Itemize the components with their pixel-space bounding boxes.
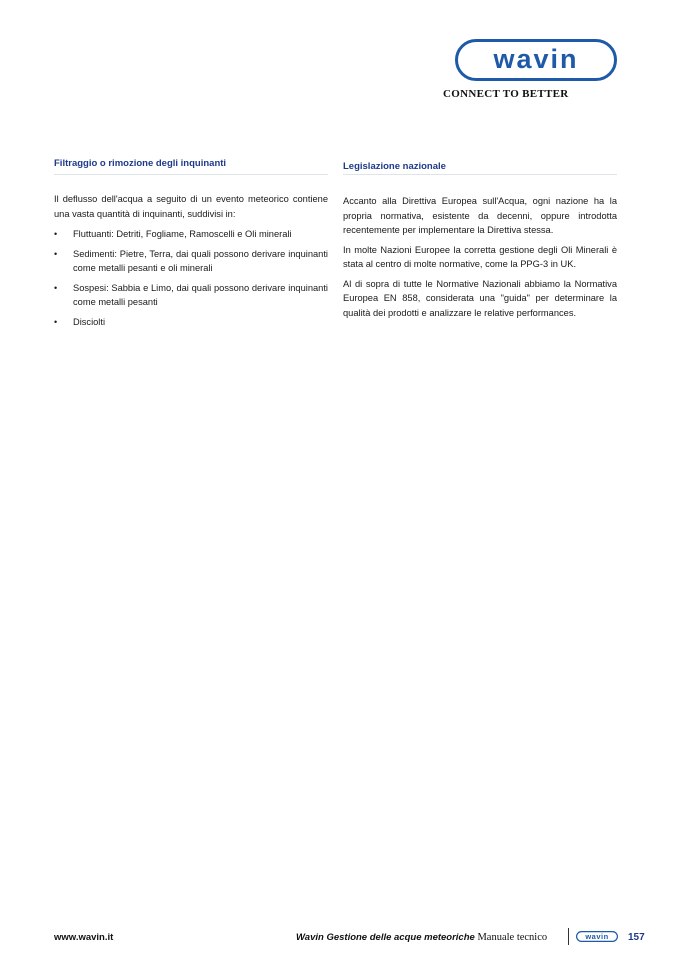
paragraph: In molte Nazioni Europee la corretta gestione degli Oli Minerali è stata al centro di molte normative, come la PPG-3 in UK.	[343, 244, 617, 269]
section-heading-legislation: Legislazione nazionale	[343, 161, 446, 172]
svg-text:wavin: wavin	[493, 44, 579, 74]
footer-divider	[568, 928, 569, 945]
footer-title	[296, 932, 547, 943]
list-item: • Sedimenti: Pietre, Terra, dai quali possono derivare inquinanti come metalli pesanti e oli minerali	[54, 247, 328, 276]
page-number: 157	[628, 932, 645, 943]
paragraph: Accanto alla Direttiva Europea sull'Acqua, ogni nazione ha la propria normativa, esistente da decenni, oppure introdotta recentemente per implementare la Direttiva stessa.	[343, 196, 617, 235]
pollutant-list	[54, 227, 328, 329]
footer-title-sub: Manuale tecnico	[477, 932, 548, 943]
heading-divider	[343, 174, 617, 175]
tagline: CONNECT TO BETTER	[443, 88, 569, 100]
svg-text:wavin: wavin	[585, 932, 609, 941]
list-item: • Sospesi: Sabbia e Limo, dai quali possono derivare inquinanti come metalli pesanti	[54, 281, 328, 310]
footer-wavin-logo	[576, 931, 618, 942]
footer-url[interactable]: www.wavin.it	[54, 932, 114, 943]
list-item: • Disciolti	[54, 315, 328, 330]
paragraph: Al di sopra di tutte le Normative Nazionali abbiamo la Normativa Europea EN 858, considerata una "guida" per determinare la qualità dei prodotti e analizzare le relative performances.	[343, 278, 617, 318]
heading-divider	[54, 174, 328, 175]
wavin-logo	[455, 39, 617, 81]
list-item: • Fluttuanti: Detriti, Fogliame, Ramoscelli e Oli minerali	[54, 227, 328, 242]
intro-paragraph: Il deflusso dell'acqua a seguito di un evento meteorico contiene una vasta quantità di inquinanti, suddivisi in:	[54, 194, 328, 219]
footer-title-main: Wavin Gestione delle acque meteoriche	[296, 932, 475, 943]
section-heading-filtering: Filtraggio o rimozione degli inquinanti	[54, 158, 227, 169]
